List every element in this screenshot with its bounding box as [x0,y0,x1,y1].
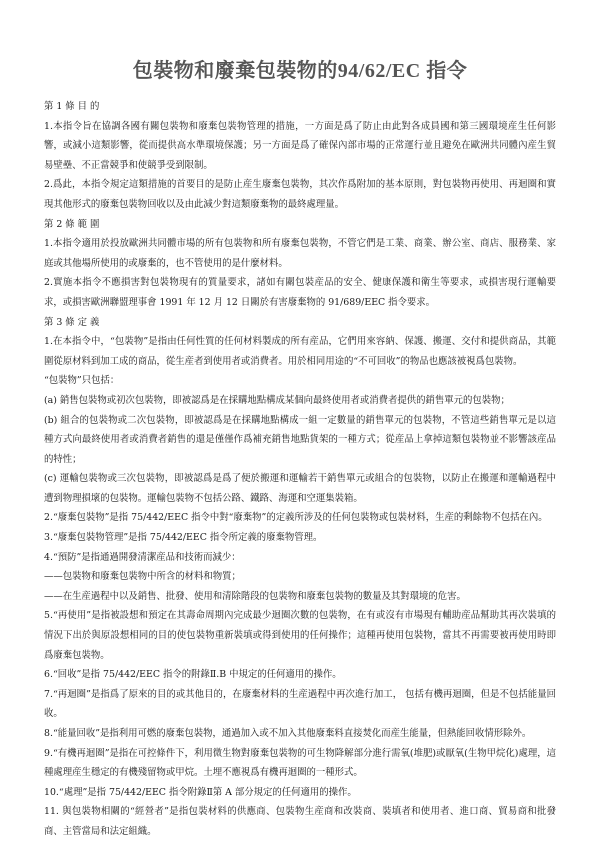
list-item: 10.“處理”是指 75/442/EEC 指令附錄Ⅱ第 A 部分規定的任何適用的操作。 [44,786,357,798]
section-heading: 第 2 條 範 圍 [44,218,100,230]
paragraph: 11. 與包裝物相關的“經營者”是指包裝材料的供應商、包裝物生産商和改裝商、裝填者和使用者、進口商、貿易商和批發商、主管當局和法定組織。 [44,806,556,837]
list-item: ——在生産過程中以及銷售、批發、使用和清除階段的包裝物和廢棄包裝物的數量及其對環境的危害。 [44,590,466,602]
paragraph: 2.“廢棄包裝物”是指 75/442/EEC 指令中對“廢棄物”的定義所涉及的任何包裝物或包裝材料，生産的剩餘物不包括在內。 [44,512,548,524]
paragraph: 1.在本指令中，“包裝物”是指由任何性質的任何材料製成的所有産品，它們用來容納、保護、搬運、交付和提供商品，其範圍從原材料到加工成的商品，從生産者到使用者或消費者。用於相同用途的“不可回收”的物品也應該被視爲包裝物。 [44,336,556,367]
paragraph: (c) 運輸包裝物或三次包裝物，即被認爲是爲了便於搬運和運輸若干銷售單元或組合的包裝物，以防止在搬運和運輸過程中遭到物理損壞的包裝物。運輸包裝物不包括公路、鐵路、海運和空運集裝箱。 [44,473,556,504]
paragraph: 1.本指令適用於投放歐洲共同體市場的所有包裝物和所有廢棄包裝物，不管它們是工業、商業、辦公室、商店、服務業、家庭或其他場所使用的或廢棄的，也不管使用的是什麼材料。 [44,238,556,269]
list-item: 4.“預防”是指通過開發清潔産品和技術而減少： [44,551,241,563]
list-item: “包裝物”只包括： [44,375,120,387]
paragraph: 7.“再迴圈”是指爲了原來的目的或其他目的，在廢棄材料的生産過程中再次進行加工， 包括有機再迴圈，但是不包括能量回收。 [44,688,556,720]
paragraph: (a) 銷售包裝物或初次包裝物，即被認爲是在採購地點構成某個向最終使用者或消費者提供的銷售單元的包裝物； [44,394,510,406]
list-item: ——包裝物和廢棄包裝物中所含的材料和物質； [44,571,241,583]
paragraph: 1.本指令旨在協調各國有關包裝物和廢棄包裝物管理的措施，一方面是爲了防止由此對各成員國和第三國環境産生任何影響，或減小這類影響，從而提供高水準環境保護；另一方面是爲了確保內部市場的正常運行並且避免在歐洲共同體內産生貿易壁壘、不正當競爭和使競爭受到限制。 [44,120,556,171]
page-title [44,54,556,83]
section-heading: 第 3 條 定 義 [44,316,100,328]
list-item: 3.“廢棄包裝物管理”是指 75/442/EEC 指令所定義的廢棄物管理。 [44,532,323,544]
document-body [44,97,556,842]
paragraph: (b) 組合的包裝物或二次包裝物，即被認爲是在採購地點構成一組一定數量的銷售單元的包裝物，不管這些銷售單元是以這種方式向最終使用者或消費者銷售的還是僅僅作爲補充銷售地點貨架的一種方式；從産品上拿掉這類包裝物並不影響該産品的特性； [44,414,556,465]
title-code: 94/62/EC [337,60,421,82]
paragraph: 2.實施本指令不應損害對包裝物現有的質量要求，諸如有關包裝産品的安全、健康保護和衛生等要求，或損害現行運輸要求，或損害歐洲聯盟理事會 1991 年 12 月 12 日關於有害廢棄物的 91/689/EEC 指令要求。 [44,277,556,308]
list-item: 8.“能量回收”是指利用可燃的廢棄包裝物，通過加入或不加入其他廢棄料直接焚化而産生能量，但熱能回收情形除外。 [44,728,532,739]
paragraph: 2.爲此，本指令規定這類措施的首要目的是防止産生廢棄包裝物，其次作爲附加的基本原則，對包裝物再使用、再迴圈和實現其他形式的廢棄包裝物回收以及由此減少對這類廢棄物的最終處理量。 [44,179,556,210]
paragraph: 9.“有機再迴圈”是指在可控條件下，利用微生物對廢棄包裝物的可生物降解部分進行需氧(堆肥)或厭氧(生物甲烷化)處理，這種處理産生穩定的有機殘留物或甲烷。土埋不應視爲有機再迴圈的一種形式。 [44,747,556,779]
title-main: 包裝物和廢棄包裝物的 [132,60,338,82]
section-heading: 第 1 條 目 的 [44,101,100,112]
list-item: 6.“回收”是指 75/442/EEC 指令的附錄Ⅱ.B 中規定的任何適用的操作。 [44,669,342,681]
paragraph: 5.“再使用”是指被設想和預定在其壽命周期內完成最少迴圈次數的包裝物，在有或沒有市場現有輔助産品幫助其再次裝填的情況下出於與原設想相同的目的使包裝物重新裝填或得到使用的任何操作；這種再使用包裝物，當其不再需要被再使用時即爲廢棄包裝物。 [44,610,556,661]
title-tail: 指令 [420,60,468,82]
